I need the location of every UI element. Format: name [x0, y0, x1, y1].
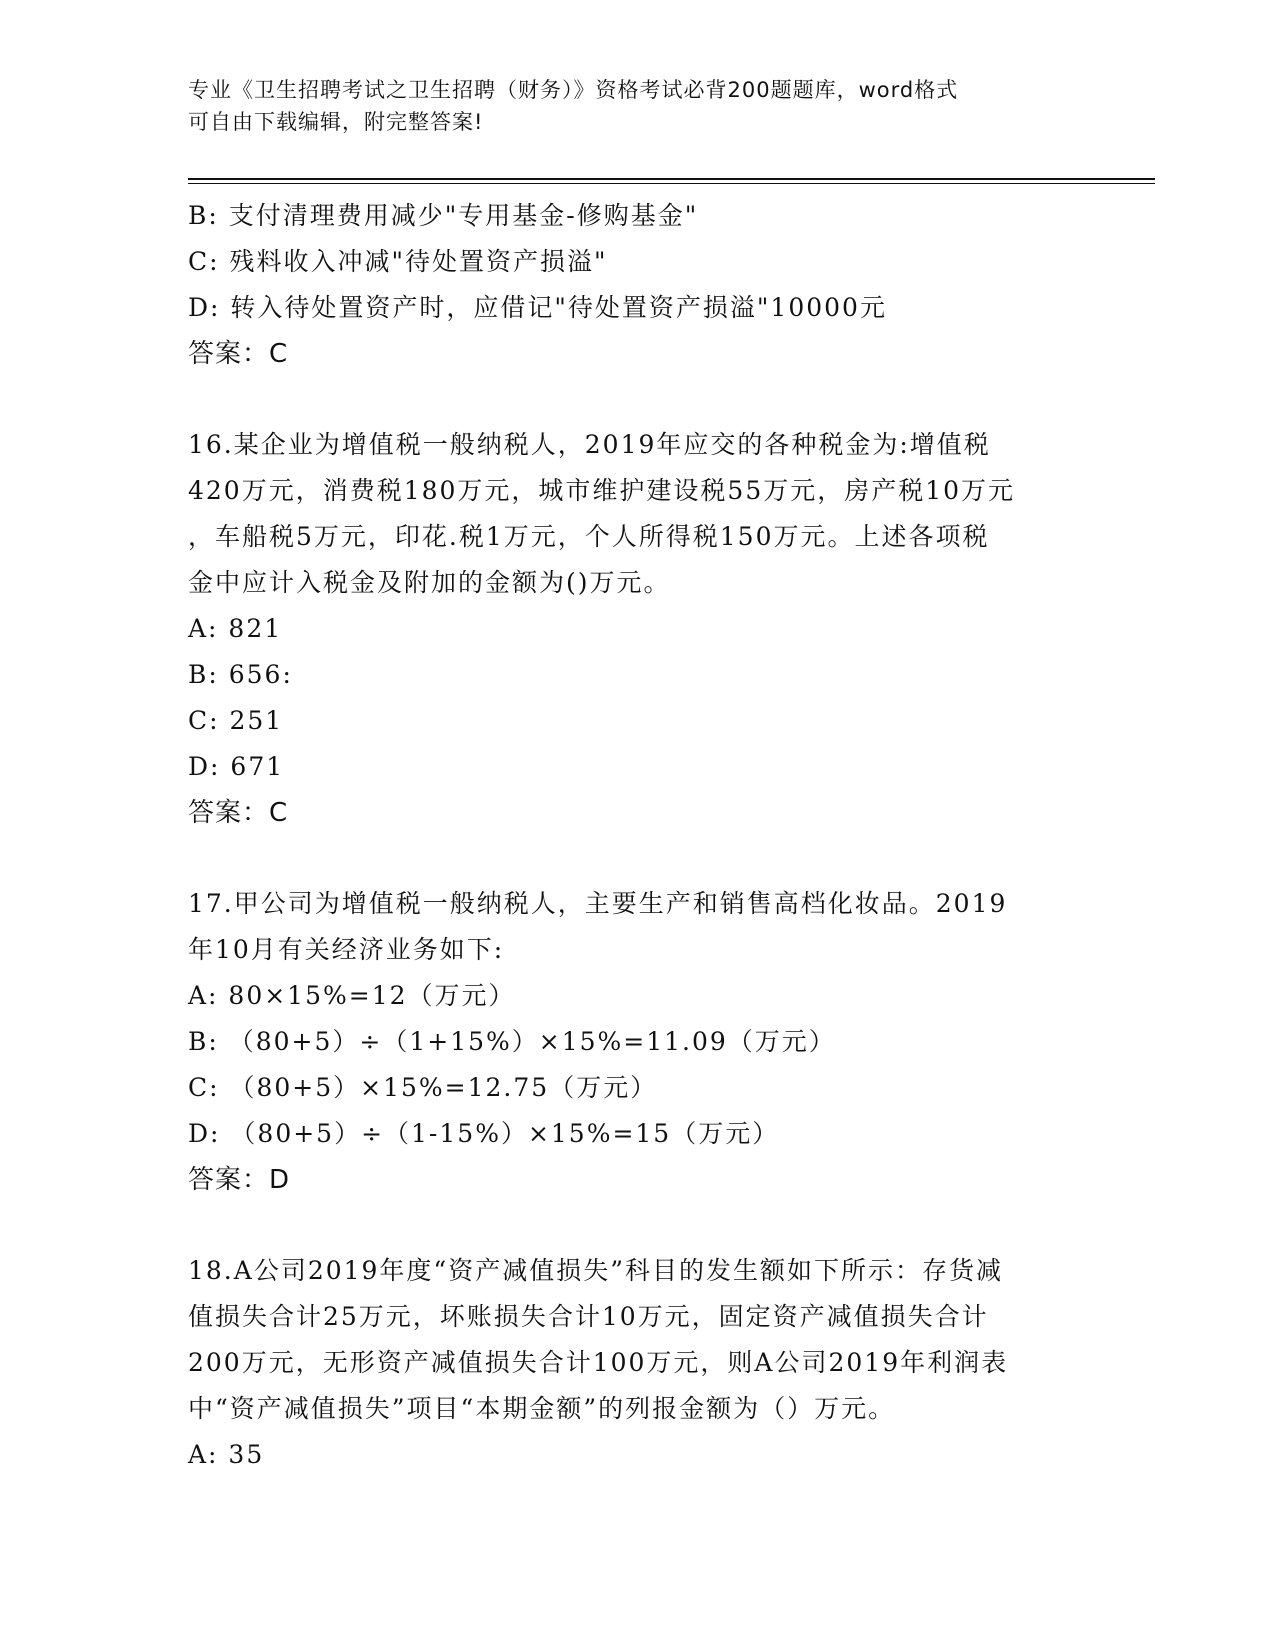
header-line-1: 专业《卫生招聘考试之卫生招聘（财务）》资格考试必背200题题库，word格式 [188, 78, 959, 102]
option-b: B: 支付清理费用减少"专用基金-修购基金" [188, 201, 699, 230]
answer: 答案：D [188, 1165, 291, 1195]
question-text-line: 年10月有关经济业务如下: [188, 935, 505, 964]
question-text-line: 18.A公司2019年度“资产减值损失”科目的发生额如下所示：存货减 [188, 1256, 1003, 1285]
document-header [188, 74, 1088, 138]
question-17 [188, 881, 1088, 1203]
option-b: B: 656: [188, 660, 293, 689]
header-rule-thick [188, 178, 1155, 180]
option-a: A: 80×15%=12（万元） [188, 981, 516, 1010]
option-c: C: 残料收入冲减"待处置资产损溢" [188, 247, 608, 276]
question-text-line: 金中应计入税金及附加的金额为()万元。 [188, 568, 671, 597]
option-a: A: 821 [188, 614, 283, 643]
question-text-line: 值损失合计25万元，坏账损失合计10万元，固定资产减值损失合计 [188, 1302, 989, 1331]
option-d: D: 671 [188, 752, 285, 781]
question-text-line: 中“资产减值损失”项目“本期金额”的列报金额为（）万元。 [188, 1394, 896, 1423]
question-text-line: 200万元，无形资产减值损失合计100万元，则A公司2019年利润表 [188, 1348, 1009, 1377]
question-15-tail [188, 193, 1088, 377]
option-a: A: 35 [188, 1440, 265, 1469]
question-18 [188, 1248, 1088, 1478]
option-c: C: （80+5）×15%=12.75（万元） [188, 1073, 658, 1102]
question-16 [188, 422, 1088, 836]
header-line-2: 可自由下载编辑，附完整答案! [188, 110, 484, 134]
answer: 答案：C [188, 798, 289, 828]
question-content [188, 193, 1088, 1478]
option-c: C: 251 [188, 706, 284, 735]
header-rule-thin [188, 183, 1155, 184]
question-text-line: 16.某企业为增值税一般纳税人，2019年应交的各种税金为:增值税 [188, 430, 991, 459]
question-text-line: 17.甲公司为增值税一般纳税人，主要生产和销售高档化妆品。2019 [188, 889, 1008, 918]
question-text-line: 420万元，消费税180万元，城市维护建设税55万元，房产税10万元 [188, 476, 1016, 505]
question-text-line: ，车船税5万元，印花.税1万元，个人所得税150万元。上述各项税 [188, 522, 990, 551]
option-d: D: 转入待处置资产时，应借记"待处置资产损溢"10000元 [188, 293, 887, 322]
option-b: B: （80+5）÷（1+15%）×15%=11.09（万元） [188, 1027, 836, 1056]
answer: 答案：C [188, 339, 289, 369]
option-d: D: （80+5）÷（1-15%）×15%=15（万元） [188, 1119, 780, 1148]
